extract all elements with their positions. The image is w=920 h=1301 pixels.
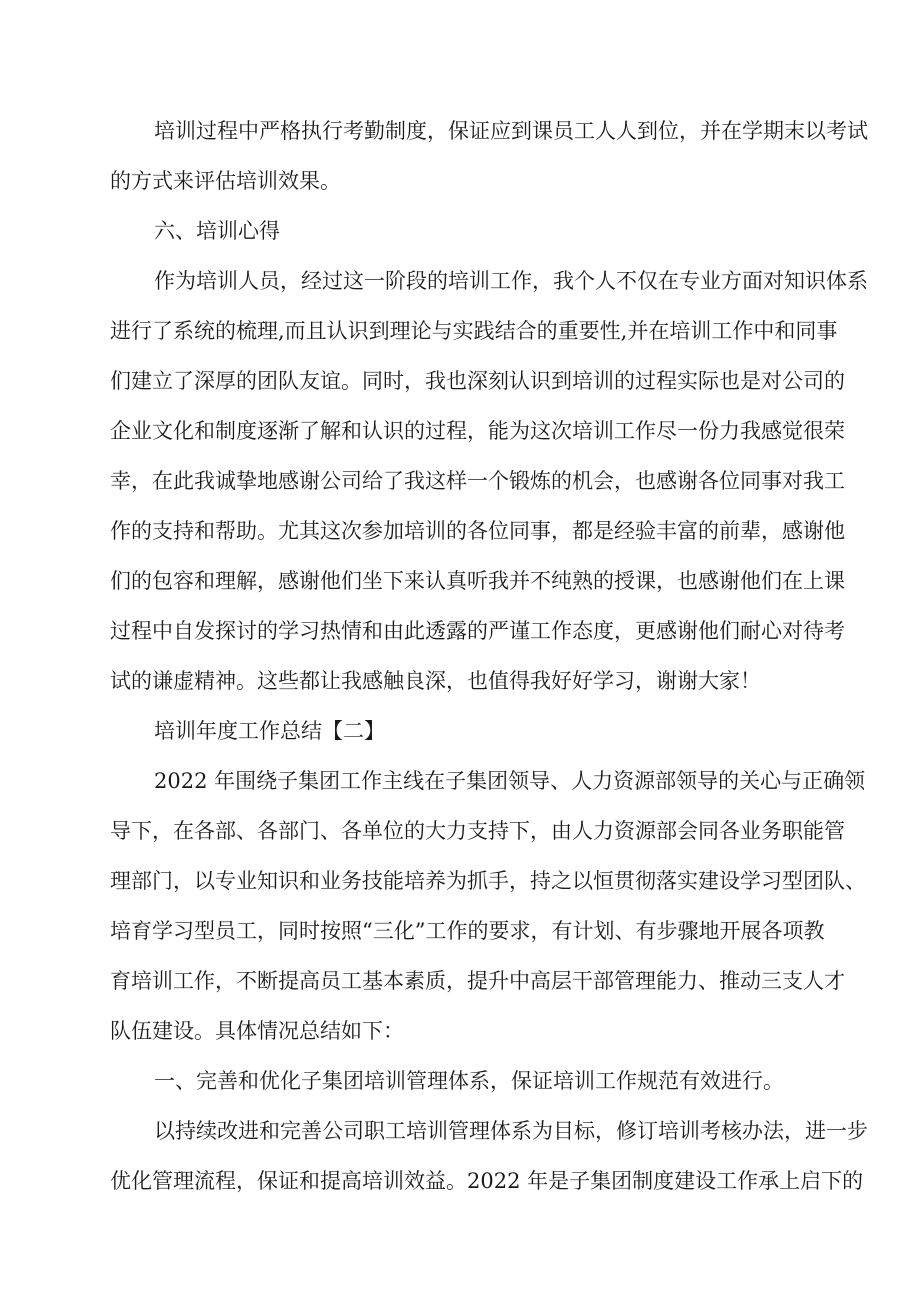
paragraph-line: 的方式来评估培训效果。	[110, 169, 341, 193]
paragraph-line: 企业文化和制度逐渐了解和认识的过程，能为这次培训工作尽一份力我感觉很荣	[110, 419, 845, 443]
paragraph-line: 育培训工作，不断提高员工基本素质，提升中高层干部管理能力、推动三支人才	[110, 969, 845, 993]
paragraph-line: 们的包容和理解，感谢他们坐下来认真听我并不纯熟的授课，也感谢他们在上课	[110, 569, 845, 593]
paragraph-line: 幸，在此我诚挚地感谢公司给了我这样一个锻炼的机会，也感谢各位同事对我工	[110, 469, 845, 493]
paragraph-line: 队伍建设。具体情况总结如下：	[110, 1019, 404, 1043]
paragraph-line: 试的谦虚精神。这些都让我感触良深，也值得我好好学习，谢谢大家！	[110, 669, 761, 693]
paragraph-line: 过程中自发探讨的学习热情和由此透露的严谨工作态度，更感谢他们耐心对待考	[110, 619, 845, 643]
paragraph-line: 2022 年围绕子集团工作主线在子集团领导、人力资源部领导的关心与正确领	[154, 769, 866, 793]
paragraph-line: 优化管理流程，保证和提高培训效益。2022 年是子集团制度建设工作承上启下的	[110, 1169, 864, 1193]
paragraph-line: 以持续改进和完善公司职工培训管理体系为目标，修订培训考核办法，进一步	[154, 1119, 868, 1143]
paragraph-line: 理部门，以专业知识和业务技能培养为抓手，持之以恒贯彻落实建设学习型团队、	[110, 869, 866, 893]
paragraph-line: 培育学习型员工，同时按照“三化”工作的要求，有计划、有步骤地开展各项教	[110, 919, 825, 943]
section-heading: 六、培训心得	[154, 219, 280, 243]
document-subtitle: 培训年度工作总结【二】	[154, 719, 385, 743]
section-heading: 一、完善和优化子集团培训管理体系，保证培训工作规范有效进行。	[154, 1069, 784, 1093]
paragraph-line: 们建立了深厚的团队友谊。同时，我也深刻认识到培训的过程实际也是对公司的	[110, 369, 845, 393]
paragraph-line: 进行了系统的梳理,而且认识到理论与实践结合的重要性,并在培训工作中和同事	[110, 319, 838, 343]
paragraph-line: 作为培训人员，经过这一阶段的培训工作，我个人不仅在专业方面对知识体系	[154, 269, 868, 293]
paragraph-line: 作的支持和帮助。尤其这次参加培训的各位同事，都是经验丰富的前辈，感谢他	[110, 519, 845, 543]
paragraph-line: 导下，在各部、各部门、各单位的大力支持下，由人力资源部会同各业务职能管	[110, 819, 845, 843]
paragraph-line: 培训过程中严格执行考勤制度，保证应到课员工人人到位，并在学期末以考试	[154, 119, 868, 143]
